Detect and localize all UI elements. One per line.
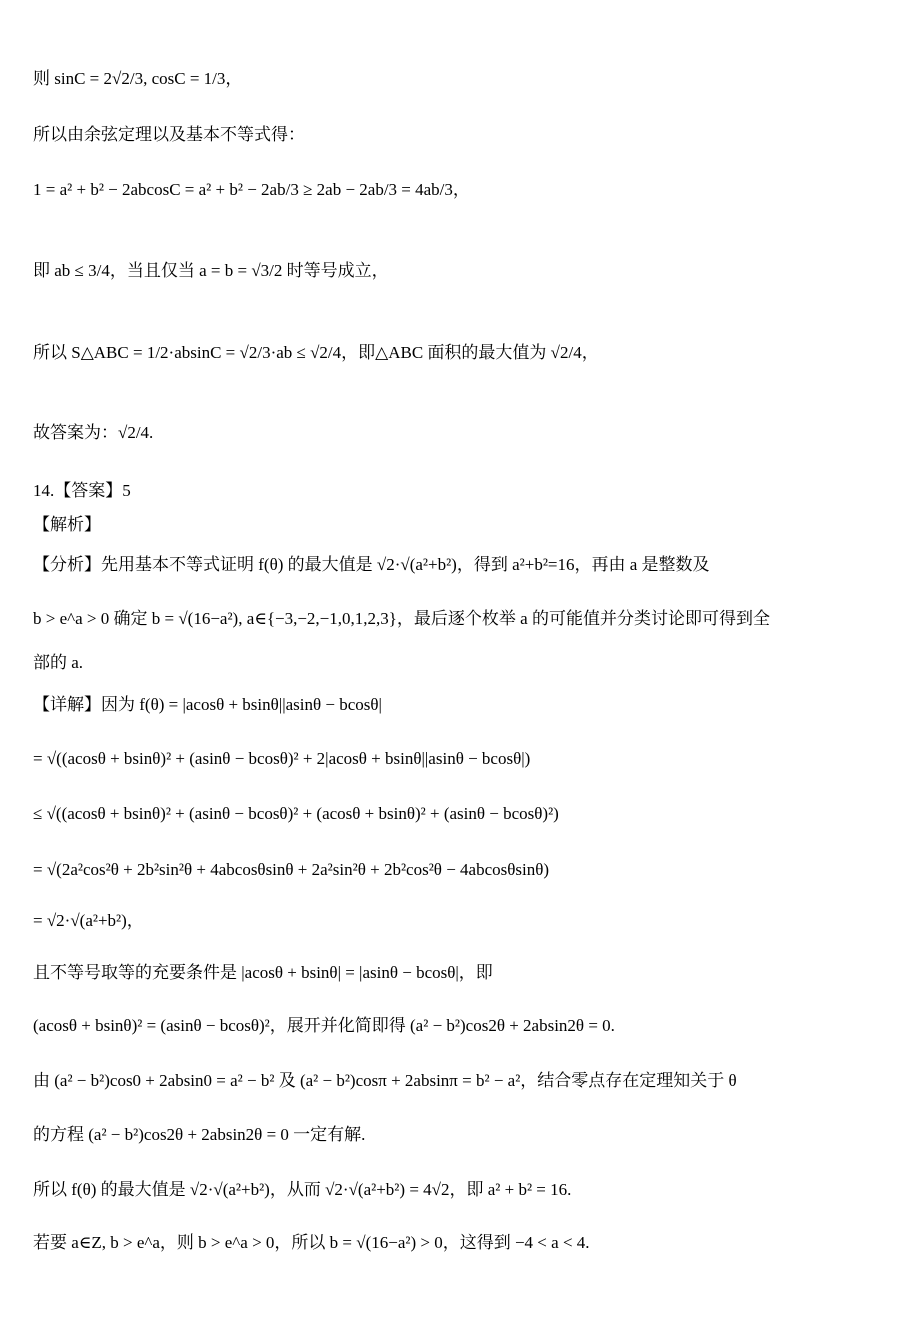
text-line: 即 ab ≤ 3/4，当且仅当 a = b = √3/2 时等号成立，: [33, 261, 389, 280]
text-line: 【详解】因为 f(θ) = |acosθ + bsinθ||asinθ − bcosθ|: [33, 695, 382, 714]
text-line: 所以 f(θ) 的最大值是 √2·√(a²+b²)，从而 √2·√(a²+b²) = 4√2，即 a² + b² = 16.: [33, 1180, 572, 1199]
text-line: 【分析】先用基本不等式证明 f(θ) 的最大值是 √2·√(a²+b²)，得到 a²+b²=16，再由 a 是整数及: [33, 555, 710, 574]
section-heading: 【解析】: [33, 515, 101, 534]
text-line: 由 (a² − b²)cos0 + 2absin0 = a² − b² 及 (a² − b²)cosπ + 2absinπ = b² − a²，结合零点存在定理知关于 θ: [33, 1071, 737, 1090]
question-number: 14.【答案】5: [33, 481, 131, 500]
text-line: 且不等号取等的充要条件是 |acosθ + bsinθ| = |asinθ − bcosθ|，即: [33, 963, 493, 982]
text-line: 的方程 (a² − b²)cos2θ + 2absin2θ = 0 一定有解.: [33, 1125, 366, 1144]
equation-line: = √((acosθ + bsinθ)² + (asinθ − bcosθ)² + 2|acosθ + bsinθ||asinθ − bcosθ|): [33, 749, 531, 768]
text-line: 所以由余弦定理以及基本不等式得：: [33, 125, 305, 144]
text-line: (acosθ + bsinθ)² = (asinθ − bcosθ)²，展开并化简即得 (a² − b²)cos2θ + 2absin2θ = 0.: [33, 1016, 615, 1035]
equation-line: = √2·√(a²+b²)，: [33, 911, 144, 930]
equation-line: ≤ √((acosθ + bsinθ)² + (asinθ − bcosθ)² + (acosθ + bsinθ)² + (asinθ − bcosθ)²): [33, 804, 559, 823]
text-line: 所以 S△ABC = 1/2·absinC = √2/3·ab ≤ √2/4，即△ABC 面积的最大值为 √2/4，: [33, 343, 599, 362]
text-line: b > e^a > 0 确定 b = √(16−a²), a∈{−3,−2,−1,0,1,2,3}，最后逐个枚举 a 的可能值并分类讨论即可得到全: [33, 609, 770, 628]
text-line: 则 sinC = 2√2/3, cosC = 1/3，: [33, 69, 243, 88]
text-line: 1 = a² + b² − 2abcosC = a² + b² − 2ab/3 ≥ 2ab − 2ab/3 = 4ab/3，: [33, 180, 470, 199]
text-line: 若要 a∈Z, b > e^a，则 b > e^a > 0，所以 b = √(16−a²) > 0，这得到 −4 < a < 4.: [33, 1233, 590, 1252]
text-line: 故答案为：√2/4.: [33, 423, 154, 442]
text-line: 部的 a.: [33, 653, 84, 672]
equation-line: = √(2a²cos²θ + 2b²sin²θ + 4abcosθsinθ + 2a²sin²θ + 2b²cos²θ − 4abcosθsinθ): [33, 860, 550, 879]
